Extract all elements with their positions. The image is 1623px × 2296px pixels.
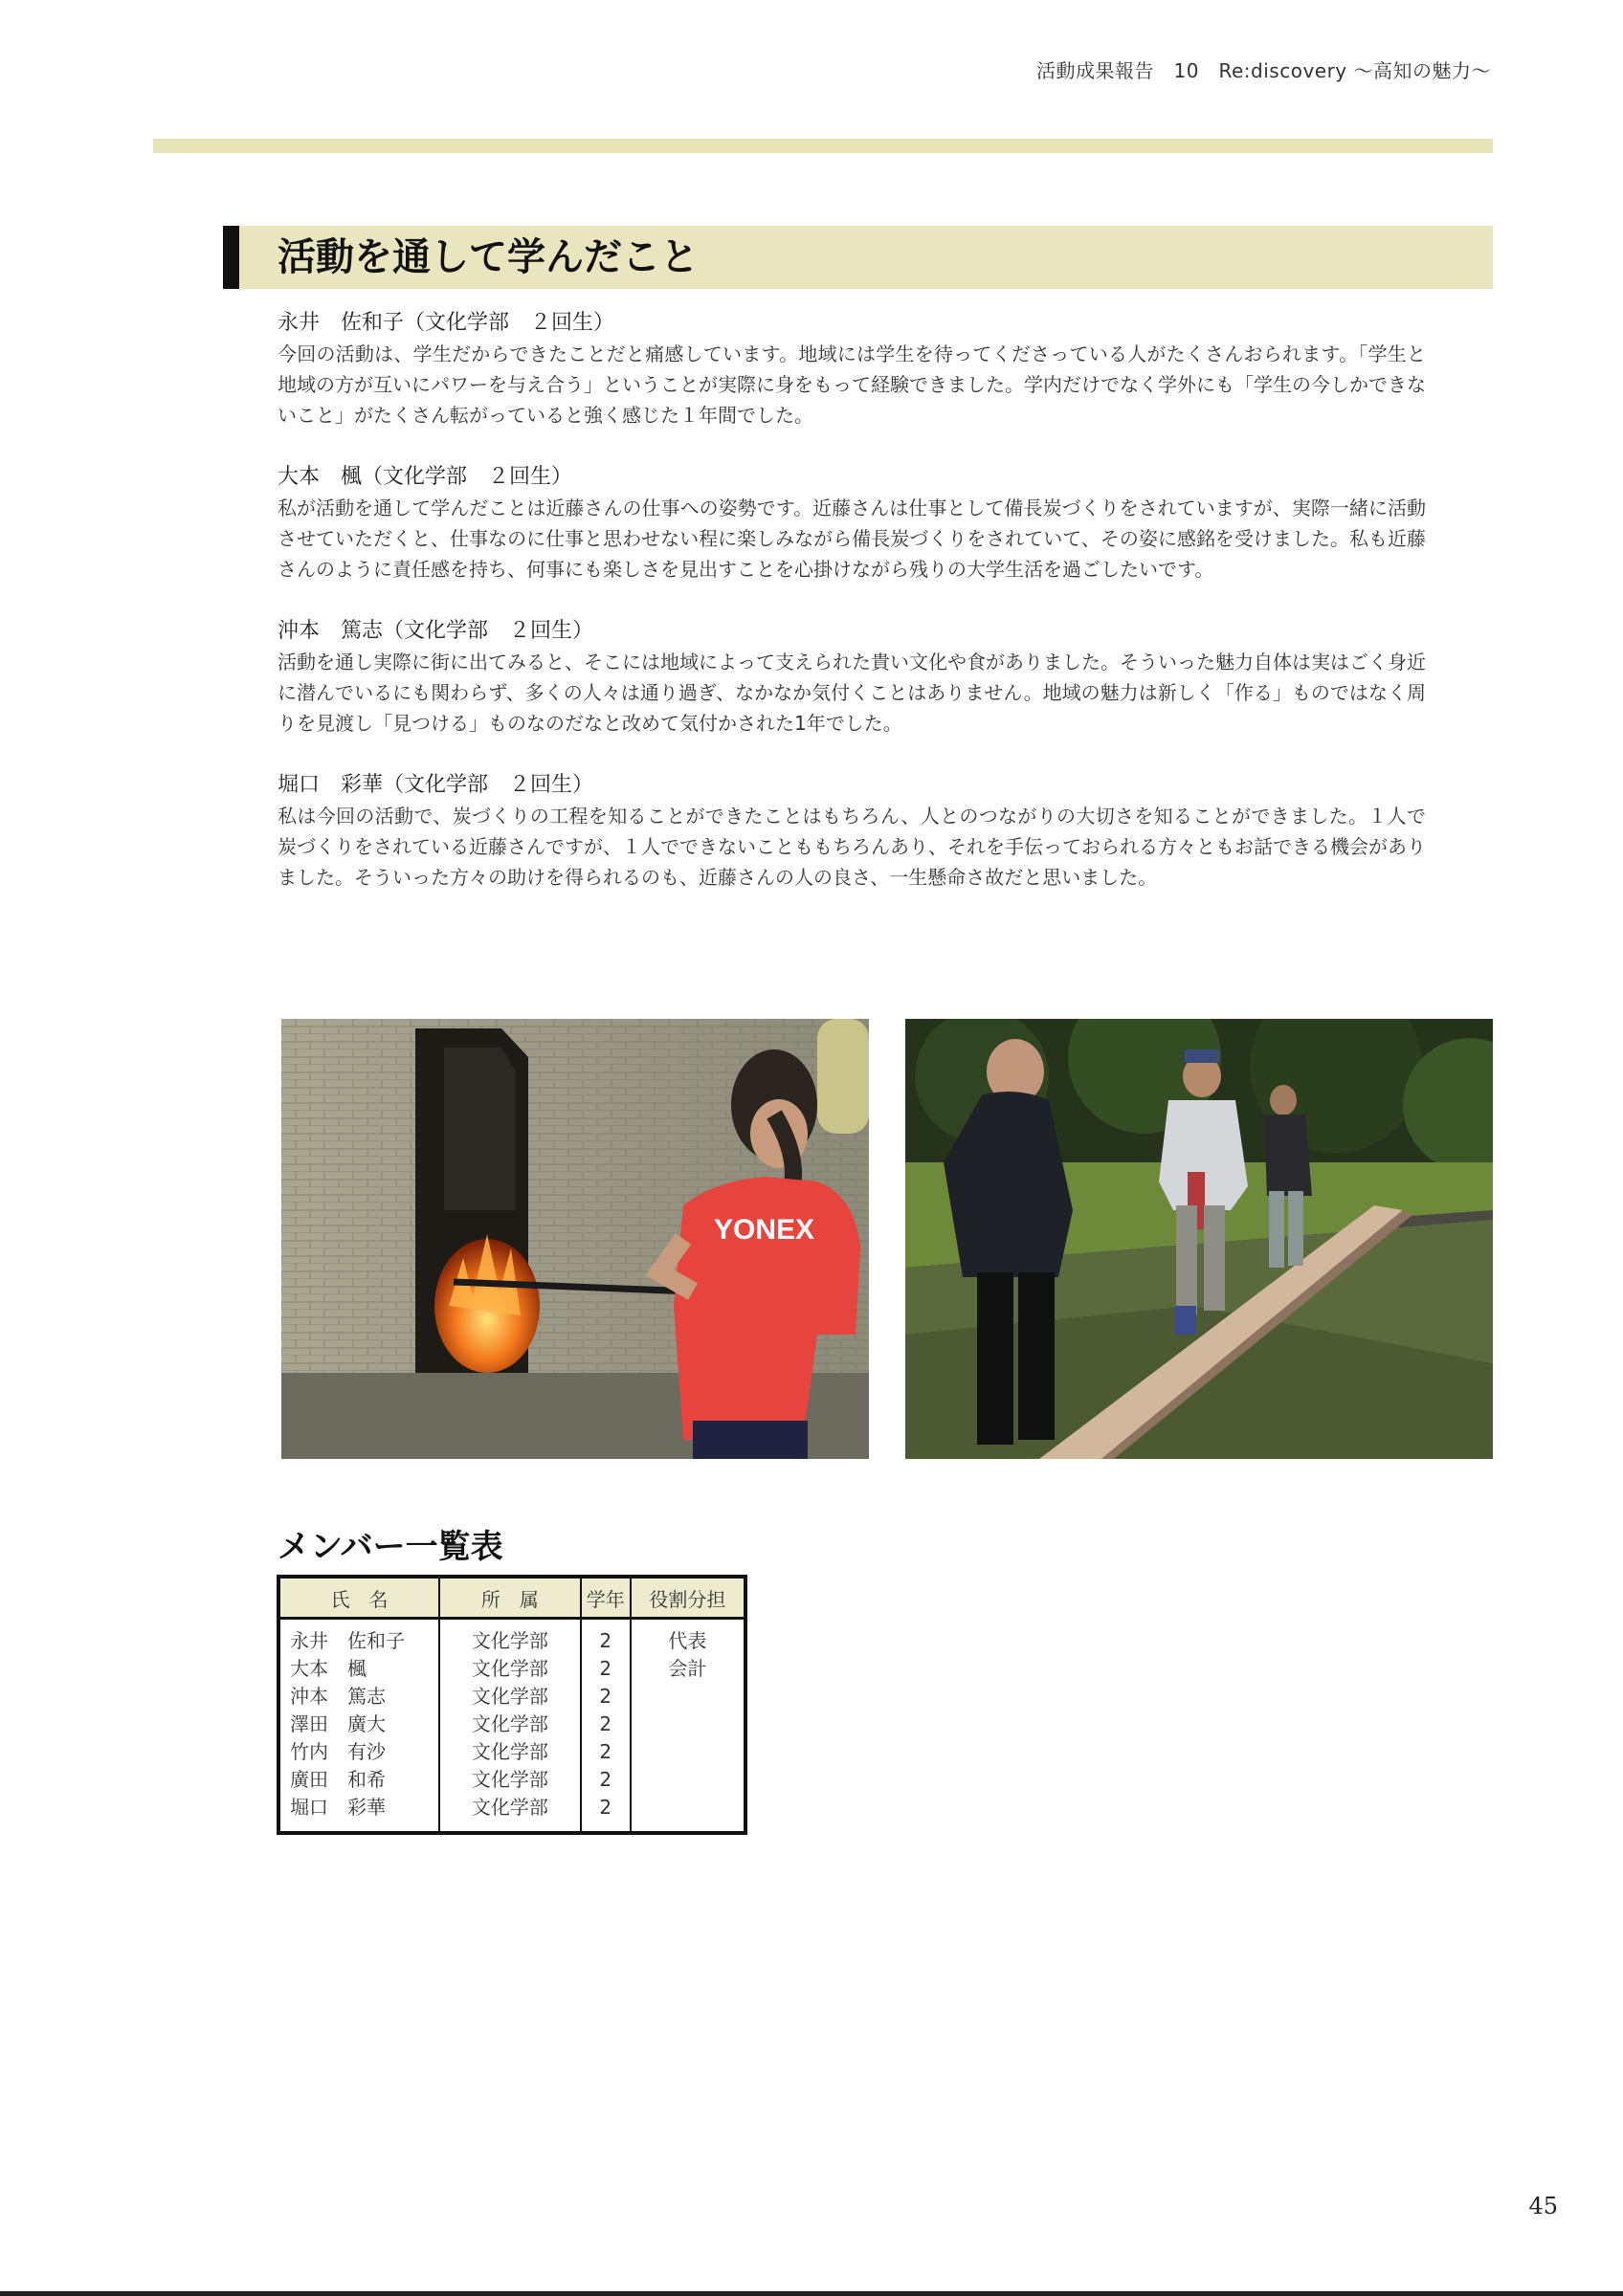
page-number: 45	[1528, 2193, 1558, 2219]
table-row	[278, 1683, 745, 1711]
member-role	[631, 1794, 745, 1833]
member-role	[631, 1711, 745, 1738]
header-rule	[153, 139, 1493, 153]
entry-author: 沖本 篤志（文化学部 ２回生）	[278, 619, 594, 643]
entry-text: 活動を通し実際に街に出てみると、そこには地域によって支えられた貴い文化や食がありました。そういった魅力自体は実はごく身近に潜んでいるにも関わらず、多くの人々は通り過ぎ、なかなか気付くことはありません。地域の魅力は新しく「作る」ものではなく周りを見渡し「見つける」ものなのだなと改めて気付かされた1年でした。	[278, 651, 1426, 735]
reflection-entry	[278, 308, 1426, 430]
header-role: 役割分担	[631, 1577, 745, 1619]
member-table	[277, 1575, 747, 1835]
member-department: 文化学部	[439, 1738, 581, 1766]
member-name: 大本 楓	[278, 1655, 439, 1683]
member-year: 2	[581, 1794, 631, 1833]
member-role	[631, 1738, 745, 1766]
table-row	[278, 1619, 745, 1656]
table-header-row	[278, 1577, 745, 1619]
table-row	[278, 1794, 745, 1833]
member-year: 2	[581, 1711, 631, 1738]
member-department: 文化学部	[439, 1766, 581, 1794]
member-role	[631, 1683, 745, 1711]
entry-text: 私が活動を通して学んだことは近藤さんの仕事への姿勢です。近藤さんは仕事として備長炭づくりをされていますが、実際一緒に活動させていただくと、仕事なのに仕事と思わせない程に楽しみながら備長炭づくりをされていて、その姿に感銘を受けました。私も近藤さんのように責任感を持ち、何事にも楽しさを見出すことを心掛けながら残りの大学生活を過ごしたいです。	[278, 497, 1426, 581]
reflection-entry	[278, 462, 1426, 585]
reflection-entry	[278, 770, 1426, 893]
kiln-photo	[281, 1019, 869, 1459]
member-name: 廣田 和希	[278, 1766, 439, 1794]
member-year: 2	[581, 1766, 631, 1794]
table-row	[278, 1766, 745, 1794]
member-department: 文化学部	[439, 1619, 581, 1656]
member-name: 澤田 廣大	[278, 1711, 439, 1738]
member-department: 文化学部	[439, 1711, 581, 1738]
member-name: 沖本 篤志	[278, 1683, 439, 1711]
members-title: メンバー一覧表	[278, 1528, 503, 1566]
header-name: 氏 名	[278, 1577, 439, 1619]
header-year: 学年	[581, 1577, 631, 1619]
member-department: 文化学部	[439, 1794, 581, 1833]
header-department: 所 属	[439, 1577, 581, 1619]
running-header: 活動成果報告 10 Re:discovery 〜高知の魅力〜	[1036, 59, 1491, 82]
entry-text: 今回の活動は、学生だからできたことだと痛感しています。地域には学生を待ってくださっている人がたくさんおられます。「学生と地域の方が互いにパワーを与え合う」ということが実際に身をもって経験できました。学内だけでなく学外にも「学生の今しかできないこと」がたくさん転がっていると強く感じた１年間でした。	[278, 342, 1426, 427]
member-name: 堀口 彩華	[278, 1794, 439, 1833]
member-name: 永井 佐和子	[278, 1619, 439, 1656]
shirt-logo: YONEX	[714, 1214, 815, 1246]
member-year: 2	[581, 1738, 631, 1766]
footer-rule	[0, 2291, 1623, 2296]
section-heading	[223, 226, 1493, 289]
entry-author: 堀口 彩華（文化学部 ２回生）	[278, 773, 594, 797]
member-year: 2	[581, 1619, 631, 1656]
table-row	[278, 1711, 745, 1738]
bridge-photo	[905, 1019, 1493, 1459]
reflection-entry	[278, 616, 1426, 739]
table-row	[278, 1655, 745, 1683]
member-role: 代表	[668, 1629, 707, 1652]
member-year: 2	[581, 1683, 631, 1711]
table-row	[278, 1738, 745, 1766]
member-role: 会計	[668, 1657, 707, 1680]
entry-author: 永井 佐和子（文化学部 ２回生）	[278, 311, 615, 335]
section-title: 活動を通して学んだこと	[278, 235, 699, 279]
entry-text: 私は今回の活動で、炭づくりの工程を知ることができたことはもちろん、人とのつながりの大切さを知ることができました。１人で炭づくりをされている近藤さんですが、１人でできないことももちろんあり、それを手伝っておられる方々ともお話できる機会がありました。そういった方々の助けを得られるのも、近藤さんの人の良さ、一生懸命さ故だと思いました。	[278, 805, 1426, 889]
member-department: 文化学部	[439, 1683, 581, 1711]
entry-author: 大本 楓（文化学部 ２回生）	[278, 465, 573, 489]
member-role	[631, 1766, 745, 1794]
reflections	[278, 308, 1426, 924]
heading-bar	[223, 226, 239, 289]
member-name: 竹内 有沙	[278, 1738, 439, 1766]
member-department: 文化学部	[439, 1655, 581, 1683]
member-year: 2	[581, 1655, 631, 1683]
